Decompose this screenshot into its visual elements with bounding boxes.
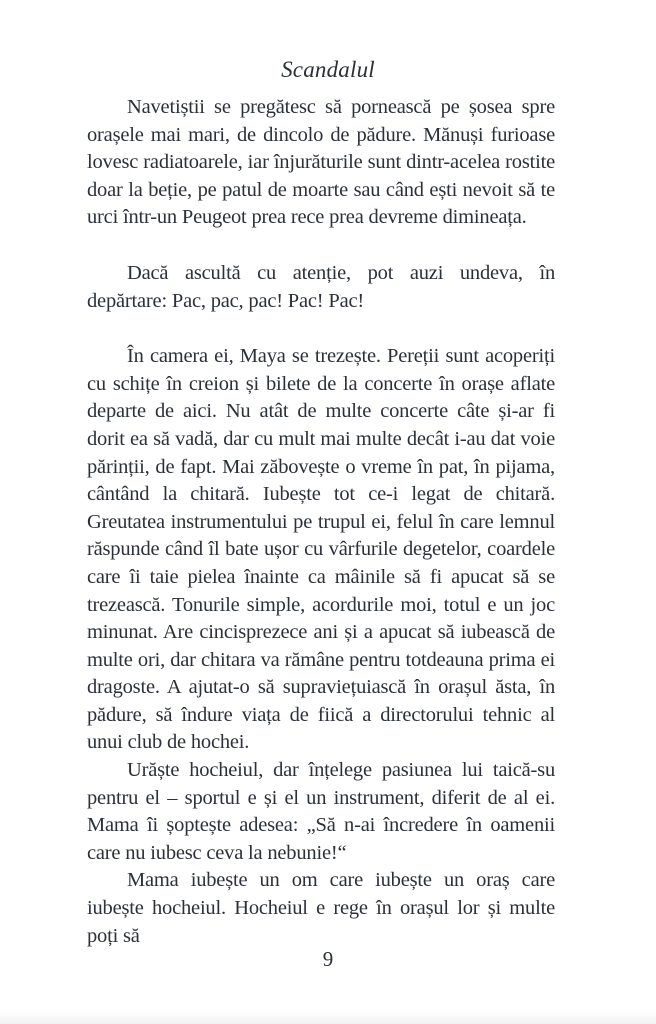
running-header: Scandalul	[281, 57, 375, 82]
paragraph: În camera ei, Maya se trezește. Pereții sunt acoperiți cu schițe în creion și bilete de la concerte în orașe aflate departe de aici. Nu atât de multe concerte câte și-ar fi dorit ea să vadă, dar cu mult mai multe decât i-au dat voie părinții, de fapt. Mai zăbovește o vreme în pat, în pijama, cântând la chitară. Iubește tot ce-i legat de chitară. Greutatea instrumentului pe trupul ei, felul în care lemnul răspunde când îl bate ușor cu vârfurile degetelor, coardele care îi taie pielea înainte ca mâinile să fi apucat să se trezească. Tonurile simple, acordurile moi, totul e un joc minunat. Are cincisprezece ani și a apucat să iubească de multe ori, dar chitara va rămâne pentru totdeauna prima ei dragoste. A ajutat-o să supraviețuiască în orașul ăsta, în pădure, să îndure viața de fiică a directorului tehnic al unui club de hochei.	[87, 345, 555, 754]
body-text	[87, 94, 555, 950]
page-bottom-shade	[0, 1010, 656, 1024]
paragraph: Dacă ascultă cu atenție, pot auzi undeva, în depărtare: Pac, pac, pac! Pac! Pac!	[87, 261, 555, 312]
paragraph: Navetiștii se pregătesc să pornească pe șosea spre orașele mai mari, de dincolo de pădure. Mănuși furioase lovesc radiatoarele, iar înjurăturile sunt dintr-acelea rostite doar la beție, pe patul de moarte sau când ești nevoit să te urci într-un Peugeot prea rece prea devreme dimineața.	[87, 96, 555, 229]
paragraph: Mama iubește un om care iubește un oraș care iubește hocheiul. Hocheiul e rege în orașul lor și multe poți să	[87, 869, 555, 947]
page-number: 9	[322, 947, 334, 971]
paragraph: Urăște hocheiul, dar înțelege pasiunea lui taică-su pentru el – sportul e și el un instrument, diferit de al ei. Mama îi șoptește adesea: „Să n-ai încredere în oamenii care nu iubesc ceva la nebunie!“	[87, 759, 555, 864]
